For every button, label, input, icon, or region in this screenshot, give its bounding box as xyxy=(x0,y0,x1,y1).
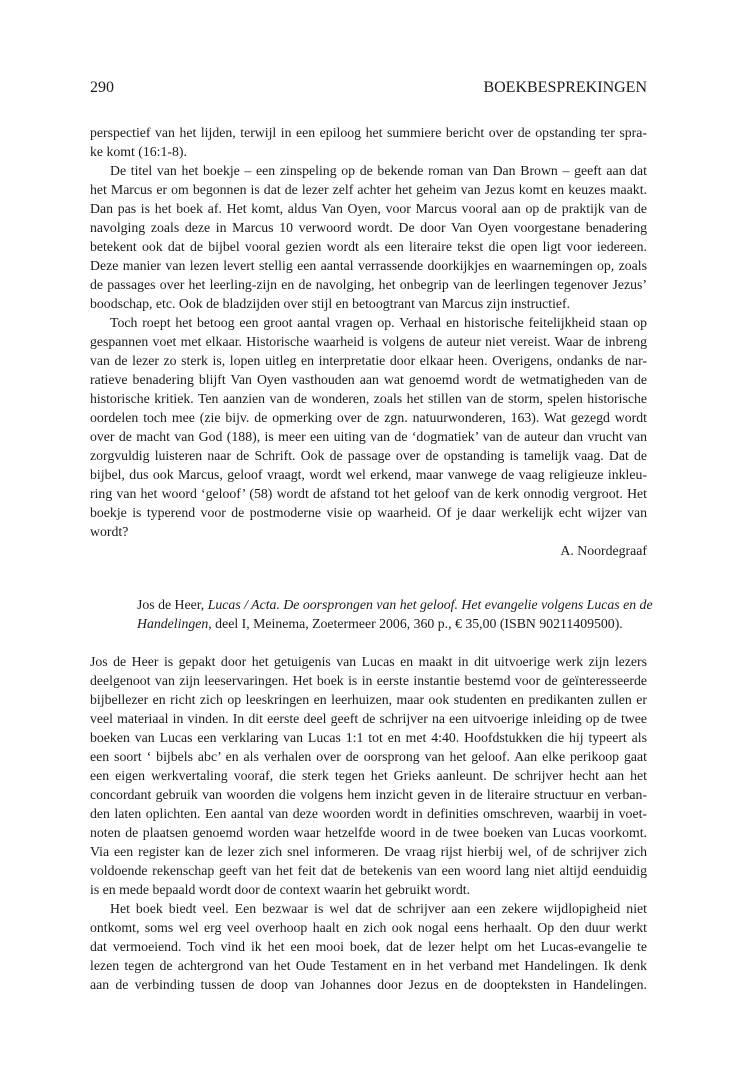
text-line: noten de plaatsen genoemd worden waar hetzelfde woord in de twee boeken van Lucas voorkomt. xyxy=(90,825,647,840)
paragraph xyxy=(90,313,647,541)
paragraph xyxy=(90,123,647,161)
text-line: bijbellezer en richt zich op leeskringen en leerhuizen, maar ook studenten en predikanten zullen er xyxy=(90,692,647,707)
page-number: 290 xyxy=(90,79,114,96)
text-line: Via een register kan de lezer zich snel informeren. De vraag rijst hierbij wel, of de schrijver zich xyxy=(90,844,647,859)
citation-details: deel I, Meinema, Zoetermeer 2006, 360 p., € 35,00 (ISBN 90211409500). xyxy=(215,616,623,631)
text-line: concordant gebruik van woorden die volgens hem inzicht geven in de literaire structuur en verban- xyxy=(90,787,647,802)
citation-title-continued: Handelingen, xyxy=(137,616,212,631)
text-line: ring van het woord ‘geloof’ (58) wordt de afstand tot het geloof van de kerk onnodig vergroot. Het xyxy=(90,486,647,501)
text-line: historische kritiek. Ten aanzien van de wonderen, zoals het stillen van de storm, spelen historische xyxy=(90,391,647,406)
text-line: perspectief van het lijden, terwijl in een epiloog het summiere bericht over de opstanding ter spra- xyxy=(90,125,647,140)
text-line: een eigen werkvertaling vooraf, die sterk tegen het Grieks aanleunt. De schrijver hecht aan het xyxy=(90,768,647,783)
text-line: boekje is typerend voor de postmoderne visie op waarheid. Of je daar werkelijk echt wijzer van xyxy=(90,505,647,520)
text-line: boeken van Lucas een verklaring van Lucas 1:1 tot en met 4:40. Hoofdstukken die hij typeert als xyxy=(90,730,647,745)
text-line: zorgvuldig luisteren naar de Schrift. Ook de passage over de opstanding is tamelijk vaag. Dat de xyxy=(90,448,647,463)
text-line: betekent ook dat de bijbel vooral gezien wordt als een literaire tekst die open ligt voor iedereen. xyxy=(90,239,647,254)
citation-title: Lucas / Acta. De oorsprongen van het geloof. Het evangelie volgens Lucas en de xyxy=(207,597,653,612)
reviewer-signature: A. Noordegraaf xyxy=(560,543,647,558)
citation-author: Jos de Heer, xyxy=(137,597,205,612)
review-continued xyxy=(90,123,647,560)
text-line: den laten oplichten. Een aantal van deze woorden wordt in definities omschreven, waarbij in voet- xyxy=(90,806,647,821)
paragraph xyxy=(90,652,647,899)
text-line: ke komt (16:1-8). xyxy=(90,144,187,159)
section-title: BOEKBESPREKINGEN xyxy=(483,79,647,96)
citation-line xyxy=(137,614,645,633)
paragraph xyxy=(90,161,647,313)
text-line: boodschap, etc. Ook de bladzijden over stijl en betoogtrant van Marcus zijn instructief. xyxy=(90,296,571,311)
text-line: over de macht van God (188), is meer een uiting van de ‘dogmatiek’ van de auteur dan vrucht van xyxy=(90,429,647,444)
text-line: De titel van het boekje – een zinspeling op de bekende roman van Dan Brown – geeft aan dat xyxy=(110,163,647,178)
text-line: deelgenoot van zijn leeservaringen. Het boek is in eerste instantie bestemd voor de geïnteresseerde xyxy=(90,673,647,688)
text-line: oordelen toch mee (zie bijv. de opmerking over de zgn. natuurwonderen, 163). Wat gezegd wordt xyxy=(90,410,647,425)
text-line: Het boek biedt veel. Een bezwaar is wel dat de schrijver aan een zekere wijdlopigheid niet xyxy=(110,901,647,916)
text-line: dat vermoeiend. Toch vind ik het een mooi boek, dat de lezer helpt om het Lucas-evangelie te xyxy=(90,939,647,954)
book-review xyxy=(90,652,647,994)
text-line: het Marcus er om begonnen is dat de lezer zelf achter het geheim van Jezus komt en keuzes maakt. xyxy=(90,182,647,197)
text-line: gespannen voet met elkaar. Historische waarheid is volgens de auteur niet vereist. Waar de inbreng xyxy=(90,334,647,349)
text-line: ontkomt, soms wel erg veel overhoop haalt en zich ook nogal eens herhaalt. Op den duur werkt xyxy=(90,920,647,935)
text-line: een soort ‘ bijbels abc’ en als verhalen over de oorsprong van het geloof. Aan elke perikoop gaat xyxy=(90,749,647,764)
text-line: Toch roept het betoog een groot aantal vragen op. Verhaal en historische feitelijkheid staan op xyxy=(110,315,647,330)
citation-line xyxy=(137,595,653,614)
text-line: Deze manier van lezen levert stellig een aantal verrassende doorkijkjes en waarnemingen op, zoals xyxy=(90,258,647,273)
text-line: ratieve benadering blijft Van Oyen vasthouden aan wat genoemd wordt de wetmatigheden van de xyxy=(90,372,647,387)
text-line: wordt? xyxy=(90,524,129,539)
text-line: is en mede bepaald wordt door de context waarin het gebruikt wordt. xyxy=(90,882,471,897)
text-line: veel materiaal in vinden. In dit eerste deel geeft de schrijver na een uitvoerige inleiding op de twee xyxy=(90,711,647,726)
text-line: van de lezer zo sterk is, lopen uitleg en interpretatie door elkaar heen. Overigens, ondanks de nar- xyxy=(90,353,647,368)
text-line: lezen tegen de achtergrond van het Oude Testament en in het verband met Handelingen. Ik denk xyxy=(90,958,647,973)
text-line: navolging zoals deze in Marcus 10 verwoord wordt. De door Van Oyen voorgestane benadering xyxy=(90,220,647,235)
running-header xyxy=(90,78,647,98)
text-line: aan de verbinding tussen de doop van Johannes door Jezus en de doopteksten in Handelingen. xyxy=(90,977,647,992)
book-citation xyxy=(137,595,653,633)
text-line: de passages over het leerling-zijn en de navolging, het onbegrip van de leerlingen tegenover Jezus’ xyxy=(90,277,647,292)
text-line: bijbel, dus ook Marcus, geloof vraagt, wordt wel erkend, maar vanwege de vaag religieuze inkleu- xyxy=(90,467,647,482)
paragraph xyxy=(90,899,647,994)
text-line: Jos de Heer is gepakt door het getuigenis van Lucas en maakt in dit uitvoerige werk zijn lezers xyxy=(90,654,647,669)
text-line: voldoende rekenschap geeft van het feit dat de betekenis van een woord lang niet altijd eenduidig xyxy=(90,863,647,878)
text-line: Dan pas is het boek af. Het komt, aldus Van Oyen, voor Marcus vooral aan op de praktijk van de xyxy=(90,201,647,216)
